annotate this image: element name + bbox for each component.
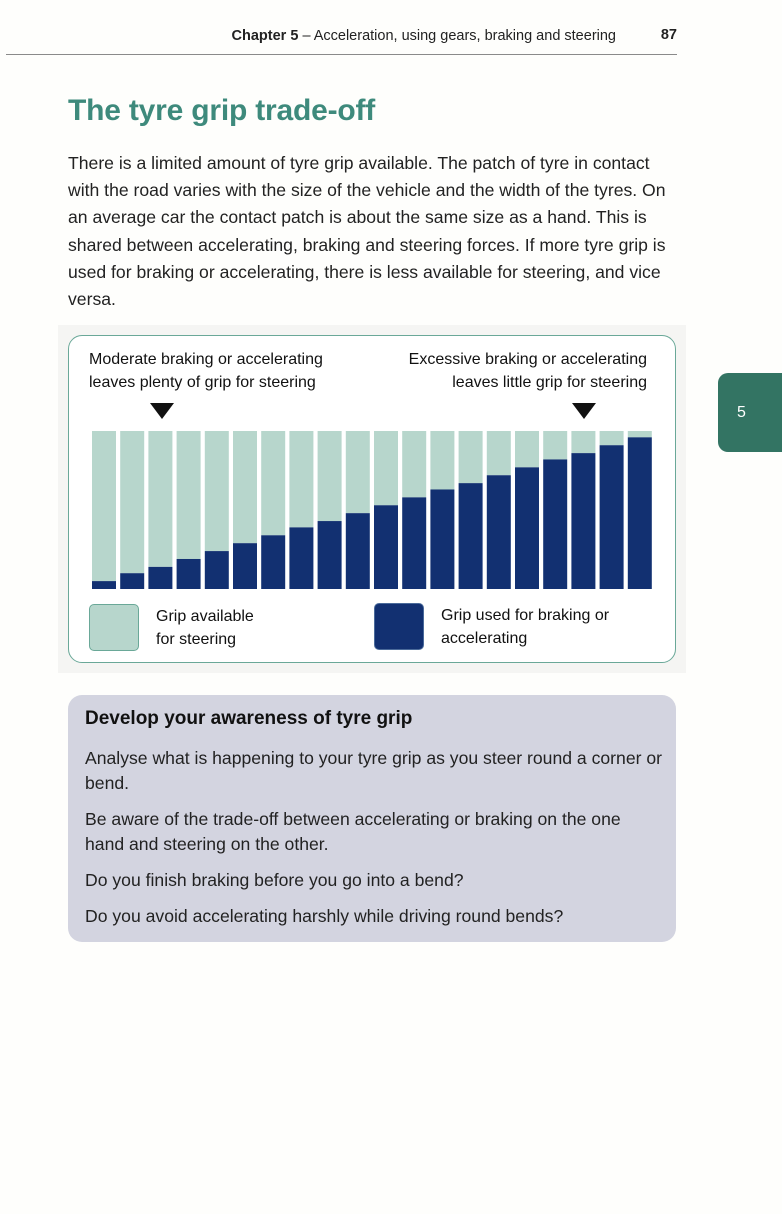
tip-item: Do you finish braking before you go into a bend? [85,870,464,890]
legend-swatch-used [374,603,424,650]
bar-grip-used [402,497,426,589]
label-moderate-line2: leaves plenty of grip for steering [89,374,316,391]
tips-box [68,695,676,942]
label-excessive-line2: leaves little grip for steering [452,374,647,391]
bar-grip-available [543,431,567,459]
bar-grip-available [374,431,398,505]
bar-grip-used [515,467,539,589]
bar-grip-available [346,431,370,513]
legend-swatch-available [89,604,139,651]
chapter-label: Chapter 5 [231,28,299,44]
bar-grip-available [600,431,624,445]
bar-grip-used [571,453,595,589]
label-excessive-line1: Excessive braking or accelerating [408,351,647,368]
bar-grip-available [120,431,144,573]
tip-item: Be aware of the trade-off between accelerating or braking on the one hand and steering on the other. [85,809,621,854]
section-title: The tyre grip trade-off [68,94,376,127]
bar-grip-available [177,431,201,559]
bar-grip-used [261,535,285,589]
bar-grip-used [487,475,511,589]
legend-available-line2: for steering [156,631,237,648]
bar-grip-used [430,489,454,589]
label-moderate-line1: Moderate braking or accelerating [89,351,323,368]
chapter-subtitle: – Acceleration, using gears, braking and steering [302,28,616,44]
bar-grip-available [205,431,229,551]
bar-grip-available [92,431,116,581]
bar-grip-available [430,431,454,489]
bar-grip-used [233,543,257,589]
chapter-title [232,28,616,44]
bar-grip-available [233,431,257,543]
bar-grip-available [289,431,313,527]
bar-grip-used [120,573,144,589]
bar-grip-used [628,437,652,589]
bar-grip-available [148,431,172,567]
bar-grip-available [628,431,652,437]
bar-grip-available [571,431,595,453]
page-number: 87 [660,27,677,43]
tip-item: Analyse what is happening to your tyre grip as you steer round a corner or bend. [85,748,663,793]
tips-list [85,746,663,940]
legend-used-line1: Grip used for braking or [441,607,610,624]
tyre-grip-diagram [68,335,676,663]
bar-grip-available [515,431,539,467]
legend-available-line1: Grip available [156,608,254,625]
bar-grip-used [205,551,229,589]
bar-grip-available [318,431,342,521]
legend-used [441,604,609,650]
chapter-tab[interactable] [718,373,782,452]
legend-available [156,605,254,651]
tips-heading: Develop your awareness of tyre grip [85,708,413,729]
running-header [6,0,677,55]
bar-grip-used [289,527,313,589]
bar-grip-used [346,513,370,589]
bar-grip-used [177,559,201,589]
bar-grip-available [402,431,426,497]
bar-grip-used [600,445,624,589]
bar-grip-used [148,567,172,589]
bar-grip-used [92,581,116,589]
body-paragraph: There is a limited amount of tyre grip available. The patch of tyre in contact with the road varies with the size of the vehicle and the width of the tyres. On an average car the contact patch is about the same size as a hand. This is shared between accelerating, braking and steering forces. If more tyre grip is used for braking or accelerating, there is less available for steering, and vice versa. [68,153,666,310]
bar-grip-available [487,431,511,475]
bar-grip-used [543,459,567,589]
bar-grip-used [374,505,398,589]
legend-used-line2: accelerating [441,630,528,647]
bar-grip-available [261,431,285,535]
chapter-tab-label: 5 [737,404,746,421]
bar-grip-available [459,431,483,483]
tip-item: Do you avoid accelerating harshly while driving round bends? [85,906,564,926]
bar-grip-used [459,483,483,589]
bar-grip-used [318,521,342,589]
